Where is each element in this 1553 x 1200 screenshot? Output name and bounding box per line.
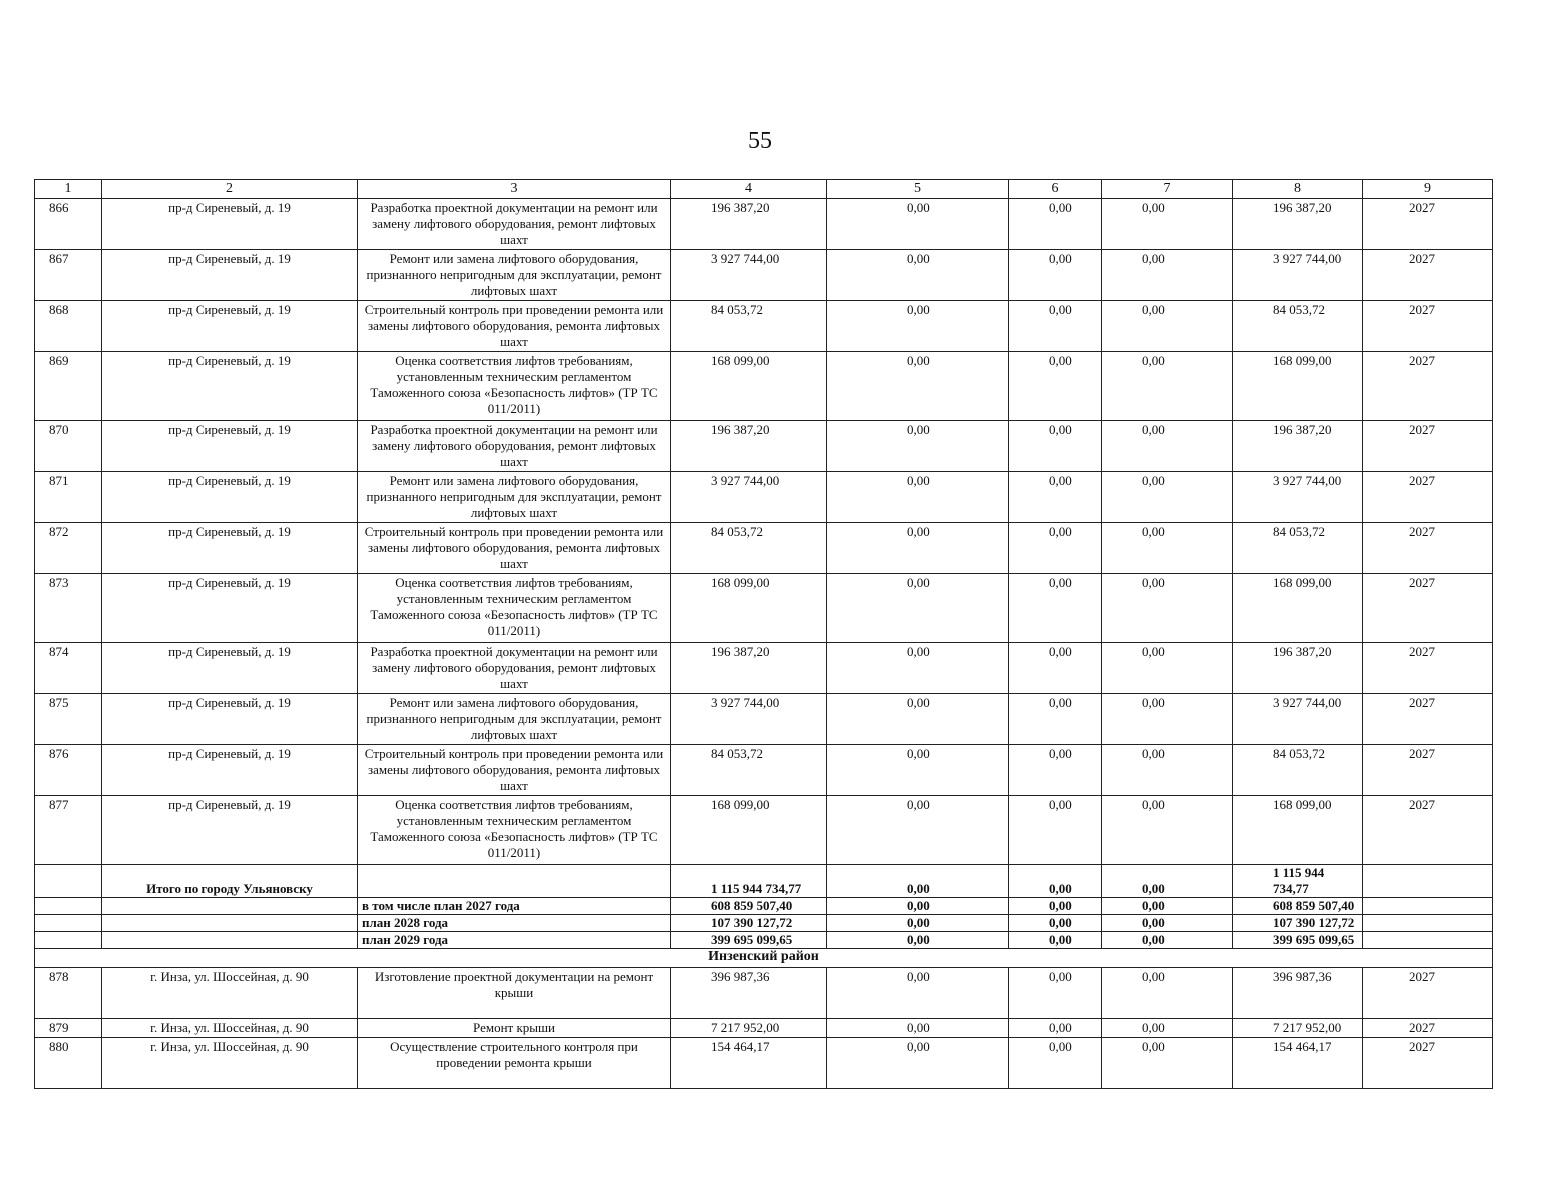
row-col5: 0,00: [827, 1019, 1009, 1038]
row-work-type: Строительный контроль при проведении ремонта или замены лифтового оборудования, ремонта лифтовых шахт: [358, 301, 671, 352]
row-year: 2027: [1363, 250, 1493, 301]
row-total-cost: 3 927 744,00: [671, 250, 827, 301]
row-col8: 168 099,00: [1233, 796, 1363, 865]
col-header-6: 6: [1009, 180, 1102, 199]
row-year: 2027: [1363, 796, 1493, 865]
row-col6: 0,00: [1009, 472, 1102, 523]
row-col7: 0,00: [1102, 472, 1233, 523]
total-col8: 107 390 127,72: [1233, 915, 1363, 932]
row-col7: 0,00: [1102, 1019, 1233, 1038]
row-col7: 0,00: [1102, 796, 1233, 865]
row-address: пр-д Сиреневый, д. 19: [102, 745, 358, 796]
total-empty-cell: [35, 865, 102, 898]
row-address: пр-д Сиреневый, д. 19: [102, 250, 358, 301]
row-col6: 0,00: [1009, 694, 1102, 745]
total-empty-cell: [1363, 898, 1493, 915]
total-row: [35, 915, 1493, 932]
row-total-cost: 3 927 744,00: [671, 694, 827, 745]
row-col7: 0,00: [1102, 574, 1233, 643]
row-number: 878: [35, 968, 102, 1019]
total-empty-cell: [35, 898, 102, 915]
row-year: 2027: [1363, 694, 1493, 745]
row-work-type: Строительный контроль при проведении ремонта или замены лифтового оборудования, ремонта лифтовых шахт: [358, 523, 671, 574]
total-col7: 0,00: [1102, 915, 1233, 932]
total-col5: 0,00: [827, 898, 1009, 915]
row-col6: 0,00: [1009, 574, 1102, 643]
row-total-cost: 7 217 952,00: [671, 1019, 827, 1038]
row-col5: 0,00: [827, 421, 1009, 472]
total-row: [35, 932, 1493, 949]
total-sublabel: [358, 865, 671, 898]
row-total-cost: 84 053,72: [671, 745, 827, 796]
table-row: [35, 301, 1493, 352]
row-number: 873: [35, 574, 102, 643]
page-number: 55: [748, 128, 772, 154]
row-col8: 3 927 744,00: [1233, 694, 1363, 745]
total-empty-cell: [35, 915, 102, 932]
row-address: г. Инза, ул. Шоссейная, д. 90: [102, 1019, 358, 1038]
col-header-9: 9: [1363, 180, 1493, 199]
row-number: 874: [35, 643, 102, 694]
total-col4: 107 390 127,72: [671, 915, 827, 932]
row-col6: 0,00: [1009, 643, 1102, 694]
table-row: [35, 796, 1493, 865]
row-col5: 0,00: [827, 796, 1009, 865]
total-col5: 0,00: [827, 865, 1009, 898]
row-year: 2027: [1363, 968, 1493, 1019]
row-total-cost: 196 387,20: [671, 421, 827, 472]
row-number: 877: [35, 796, 102, 865]
total-col6: 0,00: [1009, 915, 1102, 932]
row-col5: 0,00: [827, 472, 1009, 523]
table-row: [35, 745, 1493, 796]
row-total-cost: 196 387,20: [671, 643, 827, 694]
row-col8: 3 927 744,00: [1233, 250, 1363, 301]
row-total-cost: 84 053,72: [671, 523, 827, 574]
row-year: 2027: [1363, 199, 1493, 250]
total-sublabel: в том числе план 2027 года: [358, 898, 671, 915]
table-row: [35, 694, 1493, 745]
total-col7: 0,00: [1102, 865, 1233, 898]
row-work-type: Разработка проектной документации на ремонт или замену лифтового оборудования, ремонт лифтовых шахт: [358, 199, 671, 250]
row-work-type: Ремонт крыши: [358, 1019, 671, 1038]
total-row: [35, 865, 1493, 898]
col-header-5: 5: [827, 180, 1009, 199]
row-col6: 0,00: [1009, 250, 1102, 301]
row-year: 2027: [1363, 523, 1493, 574]
row-col7: 0,00: [1102, 250, 1233, 301]
total-col8: 399 695 099,65: [1233, 932, 1363, 949]
row-col7: 0,00: [1102, 301, 1233, 352]
row-work-type: Разработка проектной документации на ремонт или замену лифтового оборудования, ремонт лифтовых шахт: [358, 643, 671, 694]
row-number: 876: [35, 745, 102, 796]
table-row: [35, 472, 1493, 523]
total-row: [35, 898, 1493, 915]
row-col6: 0,00: [1009, 1038, 1102, 1089]
row-col7: 0,00: [1102, 1038, 1233, 1089]
row-col6: 0,00: [1009, 523, 1102, 574]
section-row: [35, 949, 1493, 968]
row-total-cost: 3 927 744,00: [671, 472, 827, 523]
row-col8: 168 099,00: [1233, 574, 1363, 643]
row-col8: 84 053,72: [1233, 301, 1363, 352]
total-col6: 0,00: [1009, 898, 1102, 915]
table-row: [35, 1019, 1493, 1038]
total-empty-cell: [1363, 915, 1493, 932]
row-col7: 0,00: [1102, 694, 1233, 745]
row-total-cost: 196 387,20: [671, 199, 827, 250]
table-row: [35, 421, 1493, 472]
total-label: [102, 932, 358, 949]
row-col5: 0,00: [827, 250, 1009, 301]
row-work-type: Ремонт или замена лифтового оборудования, признанного непригодным для эксплуатации, ремонт лифтовых шахт: [358, 250, 671, 301]
row-col7: 0,00: [1102, 745, 1233, 796]
row-year: 2027: [1363, 1038, 1493, 1089]
col-header-1: 1: [35, 180, 102, 199]
row-address: пр-д Сиреневый, д. 19: [102, 472, 358, 523]
row-address: пр-д Сиреневый, д. 19: [102, 421, 358, 472]
row-number: 872: [35, 523, 102, 574]
row-col8: 396 987,36: [1233, 968, 1363, 1019]
row-number: 875: [35, 694, 102, 745]
row-work-type: Строительный контроль при проведении ремонта или замены лифтового оборудования, ремонта лифтовых шахт: [358, 745, 671, 796]
col-header-2: 2: [102, 180, 358, 199]
row-number: 866: [35, 199, 102, 250]
row-year: 2027: [1363, 421, 1493, 472]
row-col8: 154 464,17: [1233, 1038, 1363, 1089]
total-col6: 0,00: [1009, 932, 1102, 949]
row-col7: 0,00: [1102, 199, 1233, 250]
row-col6: 0,00: [1009, 199, 1102, 250]
table-row: [35, 643, 1493, 694]
row-year: 2027: [1363, 1019, 1493, 1038]
row-col8: 196 387,20: [1233, 199, 1363, 250]
table-row: [35, 250, 1493, 301]
row-col5: 0,00: [827, 352, 1009, 421]
row-col7: 0,00: [1102, 523, 1233, 574]
row-address: пр-д Сиреневый, д. 19: [102, 643, 358, 694]
row-col5: 0,00: [827, 523, 1009, 574]
row-number: 869: [35, 352, 102, 421]
row-number: 871: [35, 472, 102, 523]
row-work-type: Оценка соответствия лифтов требованиям, установленным техническим регламентом Таможенного союза «Безопасность лифтов» (ТР ТС 011/2011): [358, 352, 671, 421]
row-col6: 0,00: [1009, 968, 1102, 1019]
row-col7: 0,00: [1102, 643, 1233, 694]
row-number: 867: [35, 250, 102, 301]
total-col4: 1 115 944 734,77: [671, 865, 827, 898]
row-work-type: Изготовление проектной документации на ремонт крыши: [358, 968, 671, 1019]
table-row: [35, 968, 1493, 1019]
row-address: пр-д Сиреневый, д. 19: [102, 523, 358, 574]
table-row: [35, 523, 1493, 574]
row-total-cost: 168 099,00: [671, 796, 827, 865]
row-address: г. Инза, ул. Шоссейная, д. 90: [102, 1038, 358, 1089]
total-col7: 0,00: [1102, 932, 1233, 949]
total-label: Итого по городу Ульяновску: [102, 865, 358, 898]
row-total-cost: 168 099,00: [671, 352, 827, 421]
row-col6: 0,00: [1009, 352, 1102, 421]
row-col5: 0,00: [827, 643, 1009, 694]
row-col5: 0,00: [827, 1038, 1009, 1089]
total-label: [102, 898, 358, 915]
row-address: пр-д Сиреневый, д. 19: [102, 199, 358, 250]
row-col6: 0,00: [1009, 745, 1102, 796]
total-empty-cell: [1363, 865, 1493, 898]
table-row: [35, 199, 1493, 250]
row-year: 2027: [1363, 745, 1493, 796]
row-address: пр-д Сиреневый, д. 19: [102, 694, 358, 745]
row-work-type: Ремонт или замена лифтового оборудования, признанного непригодным для эксплуатации, ремонт лифтовых шахт: [358, 472, 671, 523]
row-col6: 0,00: [1009, 1019, 1102, 1038]
col-header-3: 3: [358, 180, 671, 199]
row-col6: 0,00: [1009, 796, 1102, 865]
col-header-4: 4: [671, 180, 827, 199]
total-sublabel: план 2028 года: [358, 915, 671, 932]
row-col5: 0,00: [827, 745, 1009, 796]
table-row: [35, 574, 1493, 643]
row-col8: 3 927 744,00: [1233, 472, 1363, 523]
row-year: 2027: [1363, 574, 1493, 643]
row-work-type: Разработка проектной документации на ремонт или замену лифтового оборудования, ремонт лифтовых шахт: [358, 421, 671, 472]
row-col8: 168 099,00: [1233, 352, 1363, 421]
row-col5: 0,00: [827, 199, 1009, 250]
row-col7: 0,00: [1102, 421, 1233, 472]
row-work-type: Осуществление строительного контроля при проведении ремонта крыши: [358, 1038, 671, 1089]
total-sublabel: план 2029 года: [358, 932, 671, 949]
row-col8: 7 217 952,00: [1233, 1019, 1363, 1038]
row-address: пр-д Сиреневый, д. 19: [102, 301, 358, 352]
row-work-type: Ремонт или замена лифтового оборудования, признанного непригодным для эксплуатации, ремонт лифтовых шахт: [358, 694, 671, 745]
section-title: Инзенский район: [35, 949, 1493, 968]
row-col5: 0,00: [827, 694, 1009, 745]
row-year: 2027: [1363, 301, 1493, 352]
row-work-type: Оценка соответствия лифтов требованиям, установленным техническим регламентом Таможенного союза «Безопасность лифтов» (ТР ТС 011/2011): [358, 796, 671, 865]
row-year: 2027: [1363, 352, 1493, 421]
row-address: пр-д Сиреневый, д. 19: [102, 574, 358, 643]
row-col8: 196 387,20: [1233, 421, 1363, 472]
total-label: [102, 915, 358, 932]
row-col8: 196 387,20: [1233, 643, 1363, 694]
works-table: [34, 179, 1493, 1089]
row-number: 870: [35, 421, 102, 472]
row-col7: 0,00: [1102, 968, 1233, 1019]
col-header-8: 8: [1233, 180, 1363, 199]
total-empty-cell: [35, 932, 102, 949]
row-work-type: Оценка соответствия лифтов требованиям, установленным техническим регламентом Таможенного союза «Безопасность лифтов» (ТР ТС 011/2011): [358, 574, 671, 643]
row-number: 868: [35, 301, 102, 352]
row-total-cost: 168 099,00: [671, 574, 827, 643]
total-col4: 608 859 507,40: [671, 898, 827, 915]
total-col6: 0,00: [1009, 865, 1102, 898]
row-address: пр-д Сиреневый, д. 19: [102, 352, 358, 421]
row-col5: 0,00: [827, 301, 1009, 352]
total-col8: 1 115 944 734,77: [1233, 865, 1363, 898]
row-col8: 84 053,72: [1233, 745, 1363, 796]
row-col6: 0,00: [1009, 301, 1102, 352]
table-row: [35, 352, 1493, 421]
row-col7: 0,00: [1102, 352, 1233, 421]
row-col8: 84 053,72: [1233, 523, 1363, 574]
total-col8: 608 859 507,40: [1233, 898, 1363, 915]
column-header-row: [35, 180, 1493, 199]
total-col5: 0,00: [827, 932, 1009, 949]
row-year: 2027: [1363, 643, 1493, 694]
row-col5: 0,00: [827, 574, 1009, 643]
row-col6: 0,00: [1009, 421, 1102, 472]
row-address: г. Инза, ул. Шоссейная, д. 90: [102, 968, 358, 1019]
col-header-7: 7: [1102, 180, 1233, 199]
row-total-cost: 154 464,17: [671, 1038, 827, 1089]
total-col4: 399 695 099,65: [671, 932, 827, 949]
row-year: 2027: [1363, 472, 1493, 523]
row-address: пр-д Сиреневый, д. 19: [102, 796, 358, 865]
row-number: 879: [35, 1019, 102, 1038]
total-col7: 0,00: [1102, 898, 1233, 915]
table-row: [35, 1038, 1493, 1089]
total-col5: 0,00: [827, 915, 1009, 932]
row-col5: 0,00: [827, 968, 1009, 1019]
row-total-cost: 84 053,72: [671, 301, 827, 352]
row-total-cost: 396 987,36: [671, 968, 827, 1019]
row-number: 880: [35, 1038, 102, 1089]
total-empty-cell: [1363, 932, 1493, 949]
